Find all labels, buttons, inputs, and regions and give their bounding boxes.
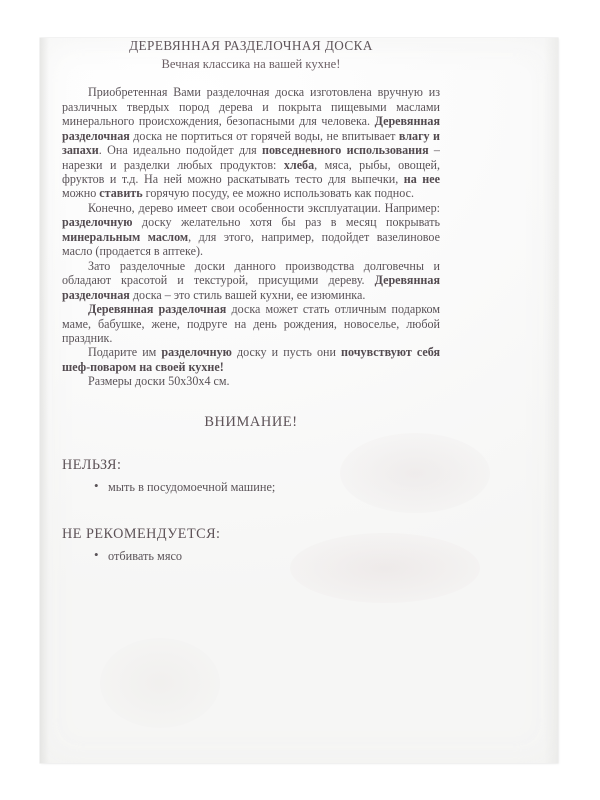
list-item: • отбивать мясо [108, 548, 440, 564]
not-recommended-list [62, 548, 440, 564]
scan-artifact-blotch [100, 638, 220, 728]
document-text-block [62, 38, 440, 564]
prohibited-list [62, 479, 440, 495]
document-subtitle: Вечная классика на вашей кухне! [161, 56, 341, 71]
paragraph-dimensions: Размеры доски 50x30x4 см. [88, 374, 230, 389]
list-item: • мыть в посудомоечной машине; [108, 479, 440, 495]
attention-heading: ВНИМАНИЕ! [204, 413, 298, 430]
section-heading-not-recommended: НЕ РЕКОМЕНДУЕТСЯ: [62, 525, 221, 542]
section-heading-prohibited: НЕЛЬЗЯ: [62, 456, 122, 473]
paragraph-closing-wish: Подарите им разделочную доску и пусть они почувствуют себя шеф-поваром на своей кухне! [62, 345, 440, 374]
paragraph-durability: Зато разделочные доски данного производства долговечны и обладают красотой и текстурой, присущими дереву. Деревянная разделочная доска – это стиль вашей кухни, ее изюминка. [62, 258, 440, 302]
paragraph-care-instructions: Конечно, дерево имеет свои особенности эксплуатации. Например: разделочную доску желательно хотя бы раз в месяц покрывать минеральным маслом, для этого, например, подойдет вазелиновое масло (продается в аптеке). [62, 200, 440, 259]
document-title: ДЕРЕВЯННАЯ РАЗДЕЛОЧНАЯ ДОСКА [129, 38, 373, 53]
paragraph-product-description: Приобретенная Вами разделочная доска изготовлена вручную из различных твердых пород дерева и покрыта пищевыми маслами минерального происхождения, безопасными для человека. Деревянная разделочная доска не портиться от горячей воды, не впитывает влагу и запахи. Она идеально подойдет для повседневного использования – нарезки и разделки любых продуктов: хлеба, мяса, рыбы, овощей, фруктов и т.д. На ней можно раскатывать тесто для выпечки, на нее можно ставить горячую посуду, ее можно использовать как поднос. [62, 85, 441, 201]
paragraph-gift-idea: Деревянная разделочная доска может стать отличным подарком маме, бабушке, жене, подруге на день рождения, новоселье, любой праздник. [62, 302, 440, 345]
